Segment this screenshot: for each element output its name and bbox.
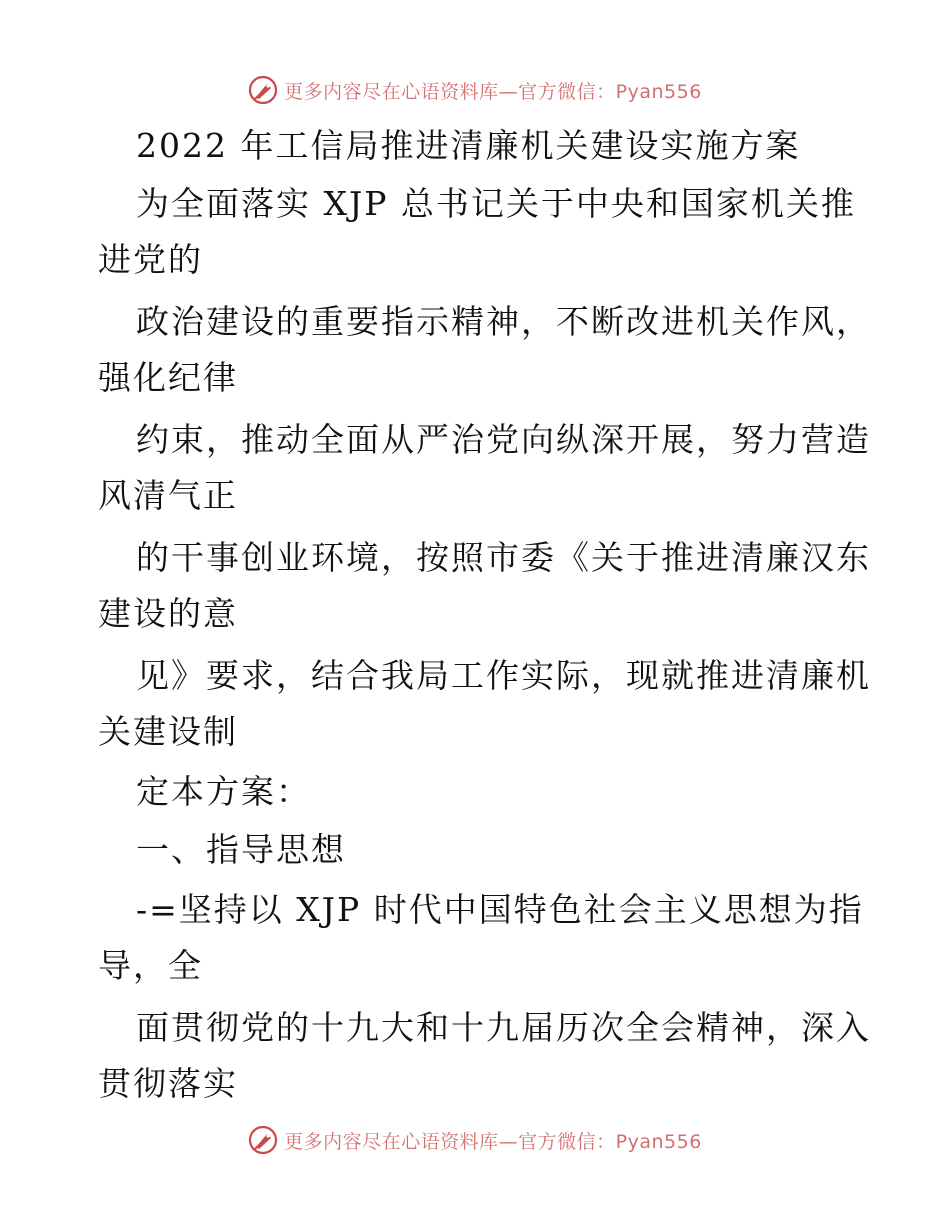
text-line: 面贯彻党的十九大和十九届历次全会精神，深入 [136, 1008, 871, 1047]
text-line: 进党的 [98, 240, 203, 279]
text-line: 政治建设的重要指示精神，不断改进机关作风， [136, 302, 871, 341]
pen-nib-logo-icon [248, 75, 278, 105]
text-line: 见》要求，结合我局工作实际，现就推进清廉机 [136, 656, 871, 695]
text-line: 建设的意 [98, 594, 238, 633]
watermark-text: 更多内容尽在心语资料库—官方微信：Pyan556 [284, 80, 702, 103]
text-line: 的干事创业环境，按照市委《关于推进清廉汉东 [136, 538, 871, 577]
text-line: 风清气正 [98, 476, 238, 515]
text-line: 为全面落实 XJP 总书记关于中央和国家机关推 [136, 184, 856, 223]
watermark-banner-top [0, 70, 950, 110]
text-line: 强化纪律 [98, 358, 238, 397]
pen-nib-logo-icon [248, 1125, 278, 1155]
watermark-text: 更多内容尽在心语资料库—官方微信：Pyan556 [284, 1130, 702, 1153]
text-line: 关建设制 [98, 712, 238, 751]
text-line: 定本方案： [136, 772, 311, 811]
section-heading: 一、指导思想 [136, 830, 346, 869]
text-line: 约束，推动全面从严治党向纵深开展，努力营造 [136, 420, 871, 459]
watermark-banner-bottom [0, 1120, 950, 1160]
text-line: 导，全 [98, 946, 203, 985]
text-line: -=坚持以 XJP 时代中国特色社会主义思想为指 [136, 890, 864, 929]
document-title: 2022 年工信局推进清廉机关建设实施方案 [136, 126, 801, 165]
text-line: 贯彻落实 [98, 1064, 238, 1103]
